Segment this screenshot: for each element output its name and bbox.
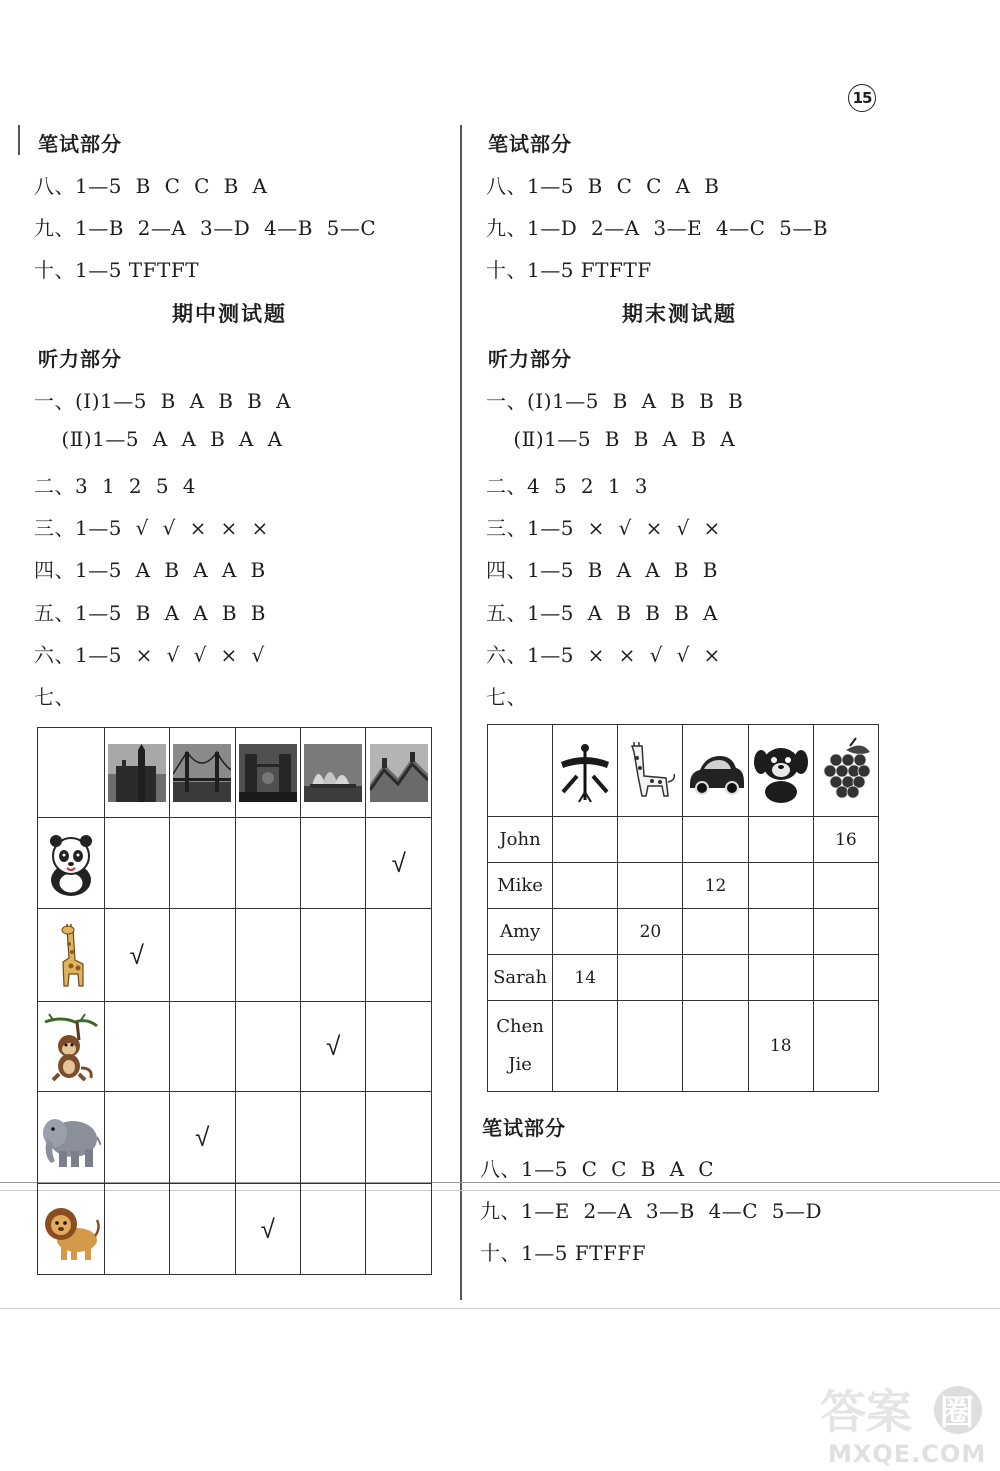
right-written-line-9: 九、1—D 2—A 3—E 4—C 5—B [486,216,829,240]
final-title: 期末测试题 [622,302,737,326]
table-row [38,1184,432,1275]
matching-cell: √ [170,1092,235,1184]
matching-cell [170,818,235,909]
matching-cell [104,818,169,909]
landmark-header-3 [235,728,300,818]
final-line-5: 五、1—5 A B B B A [486,601,719,625]
right-written-line-10: 十、1—5 FTFTF [486,258,652,282]
table-row [38,1002,432,1092]
final-line-6: 六、1—5 × × √ √ × [486,643,721,667]
matching-cell [366,1092,432,1184]
count-cell [683,909,748,955]
final-line-3: 三、1—5 × √ × √ × [486,516,721,540]
midterm-line-7: 七、 [34,685,75,709]
monkey-icon [41,1012,101,1082]
table-row [488,909,879,955]
midterm-line-5: 五、1—5 B A A B B [34,601,267,625]
midterm-line-1b: (Ⅱ)1—5 A A B A A [34,427,283,451]
matching-cell: √ [235,1184,300,1275]
midterm-line-2: 二、3 1 2 5 4 [34,474,196,498]
count-cell [748,863,813,909]
count-cell [683,955,748,1001]
final-matching-table [487,724,879,1092]
midterm-line-6: 六、1—5 × √ √ × √ [34,643,265,667]
matching-cell: √ [104,909,169,1002]
svg-text:圈: 圈 [940,1393,974,1433]
row-header-4 [38,1092,105,1184]
table-row [488,863,879,909]
matching-cell: √ [366,818,432,909]
count-cell [618,817,683,863]
final-written-heading: 笔试部分 [482,1116,566,1140]
count-cell: 14 [553,955,618,1001]
lion-icon [41,1194,101,1264]
count-cell [553,863,618,909]
toy-header-2 [618,725,683,817]
table-row [488,1001,879,1092]
row-header-3 [38,1002,105,1092]
svg-text:答案: 答案 [820,1385,912,1439]
right-written-line-8: 八、1—5 B C C A B [486,174,720,198]
final-line-1b: (Ⅱ)1—5 B B A B A [486,427,736,451]
matching-cell [235,818,300,909]
matching-cell [104,1184,169,1275]
big-ben-photo-icon [108,744,166,802]
page-number: 15 [848,84,876,112]
matching-cell [366,909,432,1002]
matching-cell [301,909,366,1002]
midterm-line-3: 三、1—5 √ √ × × × [34,516,269,540]
grapes-icon [816,736,876,806]
row-header-2 [38,909,105,1002]
landmark-header-2 [170,728,235,818]
toy-header-3 [683,725,748,817]
student-name: Sarah [488,955,553,1001]
landmark-header-5 [366,728,432,818]
midterm-matching-table [37,727,432,1275]
count-cell [813,909,878,955]
midterm-line-4: 四、1—5 A B A A B [34,558,266,582]
midterm-title: 期中测试题 [172,302,287,326]
tower-bridge-photo-icon [239,744,297,802]
row-header-1 [38,818,105,909]
matching-cell [104,1002,169,1092]
final-listening-heading: 听力部分 [488,347,572,371]
matching-cell [104,1092,169,1184]
count-cell: 18 [748,1001,813,1092]
page-bottom-line [0,1308,1000,1309]
final-line-4: 四、1—5 B A A B B [486,558,719,582]
matching-cell: √ [301,1002,366,1092]
left-written-line-10: 十、1—5 TFTFT [34,258,200,282]
final-line-1a: 一、(Ⅰ)1—5 B A B B B [486,389,744,413]
toy-header-4 [748,725,813,817]
matching-cell [235,1002,300,1092]
left-written-line-8: 八、1—5 B C C B A [34,174,268,198]
matching-cell [235,909,300,1002]
final-written-line-9: 九、1—E 2—A 3—B 4—C 5—D [480,1199,823,1223]
table-corner-cell [38,728,105,818]
count-cell [618,955,683,1001]
count-cell [553,817,618,863]
midterm-listening-heading: 听力部分 [38,347,122,371]
count-cell [813,1001,878,1092]
table-row [38,909,432,1002]
kite-icon [555,736,615,806]
matching-cell [235,1092,300,1184]
table-row [38,1092,432,1184]
matching-cell [301,1184,366,1275]
matching-cell [366,1002,432,1092]
table-row [38,818,432,909]
count-cell [813,955,878,1001]
count-cell [618,863,683,909]
great-wall-photo-icon [370,744,428,802]
table-row [488,817,879,863]
count-cell: 12 [683,863,748,909]
count-cell: 20 [618,909,683,955]
column-divider [460,125,462,1300]
final-line-2: 二、4 5 2 1 3 [486,474,648,498]
count-cell: 16 [813,817,878,863]
left-written-line-9: 九、1—B 2—A 3—D 4—B 5—C [34,216,377,240]
student-name: Mike [488,863,553,909]
dog-icon [751,736,811,806]
giraffe-icon [41,920,101,990]
giraffe-toy-icon [620,736,680,806]
final-written-line-8: 八、1—5 C C B A C [480,1157,715,1181]
count-cell [553,1001,618,1092]
table-corner-cell [488,725,553,817]
matching-cell [301,1092,366,1184]
final-written-line-10: 十、1—5 FTFFF [480,1241,647,1265]
right-written-heading: 笔试部分 [488,132,572,156]
golden-gate-bridge-photo-icon [173,744,231,802]
matching-cell [170,1002,235,1092]
matching-cell [366,1184,432,1275]
watermark-text: MXQE.COM [828,1440,987,1468]
sydney-opera-house-photo-icon [304,744,362,802]
landmark-header-1 [104,728,169,818]
count-cell [748,955,813,1001]
final-line-7: 七、 [486,685,527,709]
table-row [488,955,879,1001]
landmark-header-4 [301,728,366,818]
car-icon [686,736,746,806]
count-cell [618,1001,683,1092]
midterm-line-1a: 一、(Ⅰ)1—5 B A B B A [34,389,292,413]
panda-icon [41,828,101,898]
student-name: John [488,817,553,863]
student-name: Amy [488,909,553,955]
elephant-icon [41,1103,101,1173]
left-written-heading: 笔试部分 [38,132,122,156]
count-cell [813,863,878,909]
toy-header-5 [813,725,878,817]
row-header-5 [38,1184,105,1275]
count-cell [683,1001,748,1092]
left-margin-rule [18,125,20,155]
matching-cell [170,1184,235,1275]
count-cell [748,817,813,863]
matching-cell [301,818,366,909]
student-name: Chen Jie [488,1001,553,1092]
count-cell [553,909,618,955]
count-cell [748,909,813,955]
matching-cell [170,909,235,1002]
count-cell [683,817,748,863]
toy-header-1 [553,725,618,817]
